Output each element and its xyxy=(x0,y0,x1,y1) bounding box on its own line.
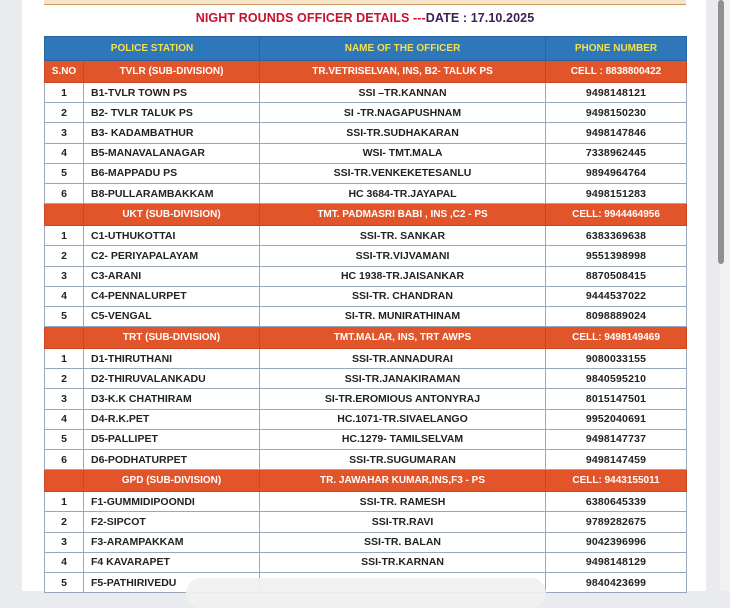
row-sno: 6 xyxy=(45,450,84,470)
row-sno: 2 xyxy=(45,103,84,123)
row-station: D4-R.K.PET xyxy=(84,409,260,429)
table-row xyxy=(45,532,687,552)
row-phone: 9840595210 xyxy=(546,369,687,389)
row-officer: SSI-TR.ANNADURAI xyxy=(260,349,546,369)
row-station: D2-THIRUVALANKADU xyxy=(84,369,260,389)
row-phone: 9840423699 xyxy=(546,572,687,592)
subdivision-officer: TR.VETRISELVAN, INS, B2- TALUK PS xyxy=(260,61,546,83)
subdivision-name: GPD (SUB-DIVISION) xyxy=(84,470,260,492)
row-officer: SSI-TR. CHANDRAN xyxy=(260,286,546,306)
title-label: NIGHT ROUNDS OFFICER DETAILS --- xyxy=(195,11,426,25)
row-officer: SI-TR. MUNIRATHINAM xyxy=(260,306,546,326)
row-phone: 9952040691 xyxy=(546,409,687,429)
row-station: D3-K.K CHATHIRAM xyxy=(84,389,260,409)
table-row xyxy=(45,409,687,429)
row-sno: 3 xyxy=(45,123,84,143)
row-phone: 8015147501 xyxy=(546,389,687,409)
row-officer: WSI- TMT.MALA xyxy=(260,143,546,163)
subdivision-phone: CELL: 9498149469 xyxy=(546,327,687,349)
row-station: C3-ARANI xyxy=(84,266,260,286)
row-station: C4-PENNALURPET xyxy=(84,286,260,306)
row-sno: 5 xyxy=(45,163,84,183)
row-sno: 3 xyxy=(45,389,84,409)
row-phone: 8098889024 xyxy=(546,306,687,326)
header-officer-name: NAME OF THE OFFICER xyxy=(260,37,546,61)
row-phone: 9498151283 xyxy=(546,183,687,203)
row-sno: 6 xyxy=(45,183,84,203)
row-sno: 2 xyxy=(45,246,84,266)
table-row xyxy=(45,286,687,306)
row-sno: 1 xyxy=(45,492,84,512)
table-row xyxy=(45,183,687,203)
subdivision-name: TRT (SUB-DIVISION) xyxy=(84,327,260,349)
subdivision-name: TVLR (SUB-DIVISION) xyxy=(84,61,260,83)
header-phone-number: PHONE NUMBER xyxy=(546,37,687,61)
subdivision-phone: CELL: 9443155011 xyxy=(546,470,687,492)
row-officer: SSI-TR.RAVI xyxy=(260,512,546,532)
table-row xyxy=(45,492,687,512)
table-row xyxy=(45,552,687,572)
row-sno: 4 xyxy=(45,143,84,163)
table-row xyxy=(45,163,687,183)
row-phone: 7338962445 xyxy=(546,143,687,163)
officer-table xyxy=(44,36,687,593)
row-station: B8-PULLARAMBAKKAM xyxy=(84,183,260,203)
subdivision-row xyxy=(45,204,687,226)
row-phone: 6383369638 xyxy=(546,226,687,246)
table-row xyxy=(45,103,687,123)
row-officer: SSI-TR.KARNAN xyxy=(260,552,546,572)
row-phone: 9498150230 xyxy=(546,103,687,123)
subdivision-row xyxy=(45,61,687,83)
row-phone: 9551398998 xyxy=(546,246,687,266)
row-phone: 9080033155 xyxy=(546,349,687,369)
table-header-row xyxy=(45,37,687,61)
row-station: B3- KADAMBATHUR xyxy=(84,123,260,143)
title-date: DATE : 17.10.2025 xyxy=(425,11,535,25)
row-sno: 4 xyxy=(45,409,84,429)
subdivision-sno xyxy=(45,204,84,226)
table-row xyxy=(45,143,687,163)
row-station: C1-UTHUKOTTAI xyxy=(84,226,260,246)
row-station: B6-MAPPADU PS xyxy=(84,163,260,183)
row-station: F4 KAVARAPET xyxy=(84,552,260,572)
row-station: D5-PALLIPET xyxy=(84,429,260,449)
row-officer: HC 1938-TR.JAISANKAR xyxy=(260,266,546,286)
subdivision-phone: CELL : 8838800422 xyxy=(546,61,687,83)
row-officer: SSI-TR. RAMESH xyxy=(260,492,546,512)
row-sno: 2 xyxy=(45,512,84,532)
row-station: C5-VENGAL xyxy=(84,306,260,326)
row-station: F2-SIPCOT xyxy=(84,512,260,532)
row-officer: SSI –TR.KANNAN xyxy=(260,83,546,103)
subdivision-officer: TMT.MALAR, INS, TRT AWPS xyxy=(260,327,546,349)
row-sno: 3 xyxy=(45,266,84,286)
bottom-overlay-pill xyxy=(186,578,546,608)
row-phone: 9498148129 xyxy=(546,552,687,572)
table-row xyxy=(45,512,687,532)
scrollbar-thumb[interactable] xyxy=(718,0,724,264)
row-station: F3-ARAMPAKKAM xyxy=(84,532,260,552)
table-row xyxy=(45,266,687,286)
subdivision-phone: CELL: 9944464956 xyxy=(546,204,687,226)
row-sno: 4 xyxy=(45,286,84,306)
row-phone: 9042396996 xyxy=(546,532,687,552)
row-officer: SSI-TR.JANAKIRAMAN xyxy=(260,369,546,389)
subdivision-sno xyxy=(45,470,84,492)
row-officer: HC.1071-TR.SIVAELANGO xyxy=(260,409,546,429)
row-station: F5-PATHIRIVEDU xyxy=(84,572,260,592)
subdivision-sno xyxy=(45,327,84,349)
row-sno: 5 xyxy=(45,306,84,326)
table-row xyxy=(45,226,687,246)
subdivision-officer: TR. JAWAHAR KUMAR,INS,F3 - PS xyxy=(260,470,546,492)
row-station: F1-GUMMIDIPOONDI xyxy=(84,492,260,512)
page-title xyxy=(0,11,730,25)
row-station: D1-THIRUTHANI xyxy=(84,349,260,369)
row-phone: 9444537022 xyxy=(546,286,687,306)
row-sno: 5 xyxy=(45,572,84,592)
row-officer: SI -TR.NAGAPUSHNAM xyxy=(260,103,546,123)
row-officer: HC.1279- TAMILSELVAM xyxy=(260,429,546,449)
table-row xyxy=(45,123,687,143)
row-sno: 5 xyxy=(45,429,84,449)
table-row xyxy=(45,389,687,409)
row-officer: HC 3684-TR.JAYAPAL xyxy=(260,183,546,203)
subdivision-sno: S.NO xyxy=(45,61,84,83)
row-phone: 9789282675 xyxy=(546,512,687,532)
row-sno: 1 xyxy=(45,349,84,369)
table-row xyxy=(45,349,687,369)
table-row xyxy=(45,369,687,389)
previous-table-edge xyxy=(44,0,686,5)
row-sno: 3 xyxy=(45,532,84,552)
row-phone: 9498147737 xyxy=(546,429,687,449)
row-officer: SI-TR.EROMIOUS ANTONYRAJ xyxy=(260,389,546,409)
row-officer: SSI-TR. BALAN xyxy=(260,532,546,552)
row-sno: 1 xyxy=(45,226,84,246)
row-sno: 2 xyxy=(45,369,84,389)
row-officer: SSI-TR. SANKAR xyxy=(260,226,546,246)
row-station: B2- TVLR TALUK PS xyxy=(84,103,260,123)
table-row xyxy=(45,450,687,470)
row-sno: 1 xyxy=(45,83,84,103)
row-phone: 9894964764 xyxy=(546,163,687,183)
header-police-station: POLICE STATION xyxy=(45,37,260,61)
row-phone: 9498147459 xyxy=(546,450,687,470)
row-station: B1-TVLR TOWN PS xyxy=(84,83,260,103)
table-row xyxy=(45,429,687,449)
subdivision-name: UKT (SUB-DIVISION) xyxy=(84,204,260,226)
row-officer: SSI-TR.SUGUMARAN xyxy=(260,450,546,470)
subdivision-officer: TMT. PADMASRI BABI , INS ,C2 - PS xyxy=(260,204,546,226)
row-station: D6-PODHATURPET xyxy=(84,450,260,470)
row-sno: 4 xyxy=(45,552,84,572)
subdivision-row xyxy=(45,470,687,492)
row-officer: SSI-TR.VIJVAMANI xyxy=(260,246,546,266)
table-row xyxy=(45,306,687,326)
row-officer: SSI-TR.VENKEKETESANLU xyxy=(260,163,546,183)
row-phone: 9498147846 xyxy=(546,123,687,143)
table-row xyxy=(45,83,687,103)
row-station: B5-MANAVALANAGAR xyxy=(84,143,260,163)
row-officer: SSI-TR.SUDHAKARAN xyxy=(260,123,546,143)
row-phone: 8870508415 xyxy=(546,266,687,286)
row-station: C2- PERIYAPALAYAM xyxy=(84,246,260,266)
row-phone: 6380645339 xyxy=(546,492,687,512)
subdivision-row xyxy=(45,327,687,349)
table-row xyxy=(45,246,687,266)
row-phone: 9498148121 xyxy=(546,83,687,103)
